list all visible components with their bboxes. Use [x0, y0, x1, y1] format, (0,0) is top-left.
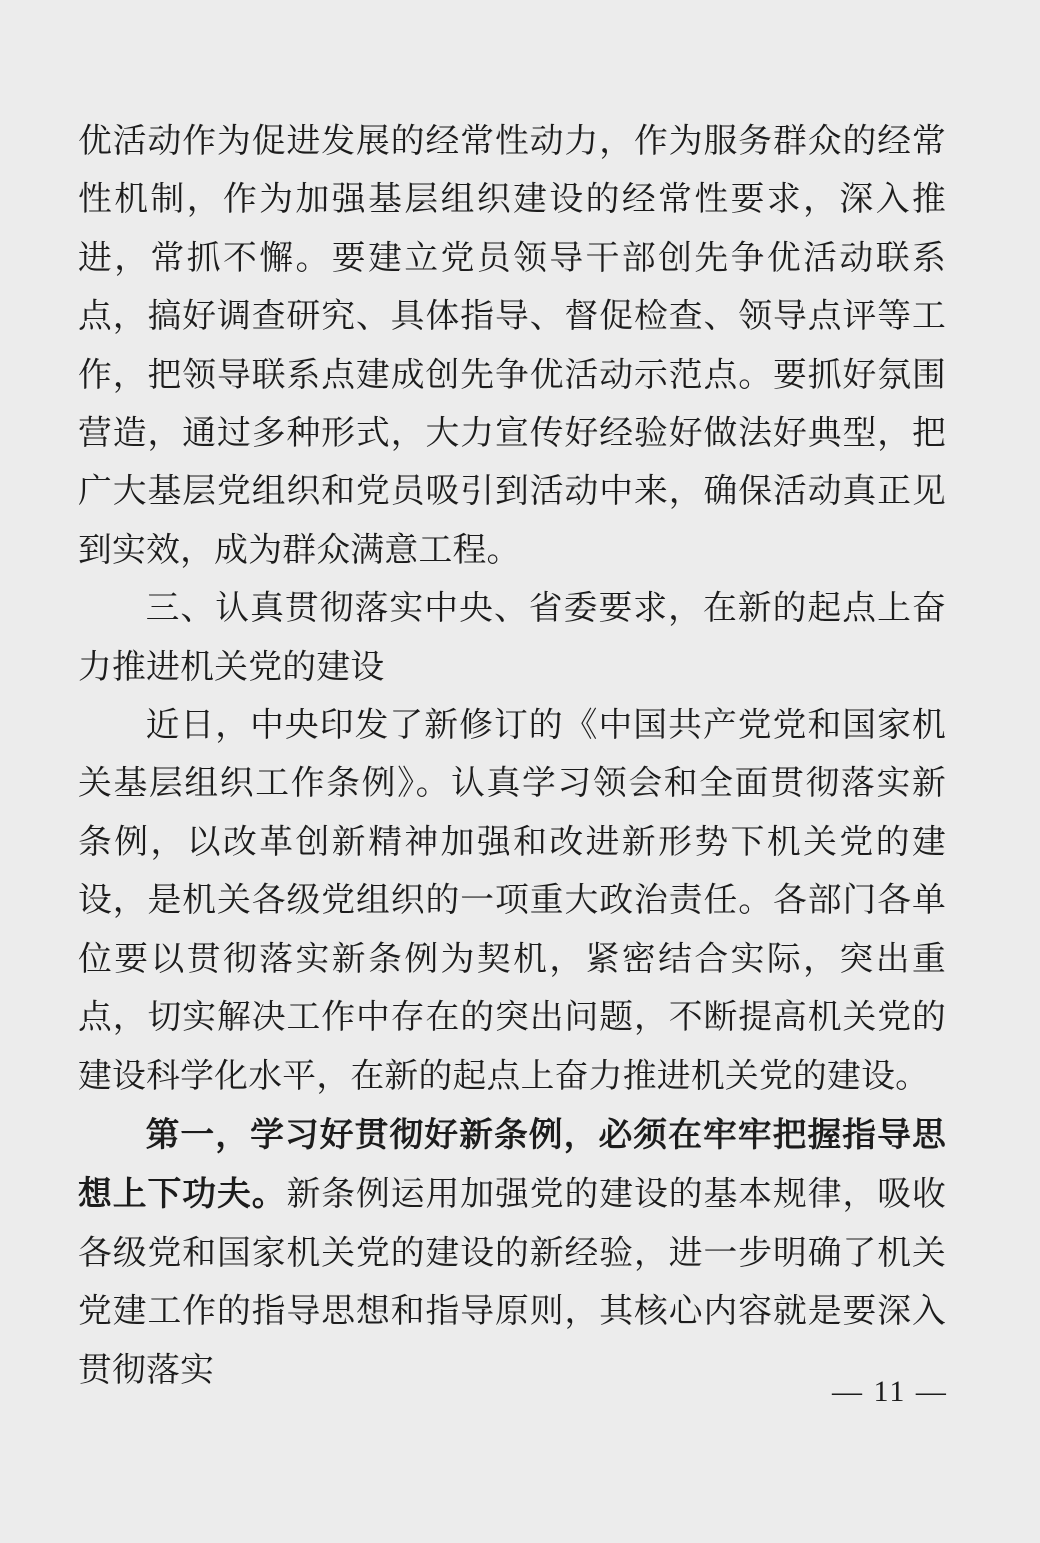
paragraph-first-point — [78, 1105, 946, 1399]
section-heading: 三、认真贯彻落实中央、省委要求，在新的起点上奋力推进机关党的建设 — [78, 588, 946, 686]
page-number: — 11 — — [832, 1375, 948, 1408]
paragraph-continuation: 优活动作为促进发展的经常性动力，作为服务群众的经常性机制，作为加强基层组织建设的经常性要求，深入推进，常抓不懈。要建立党员领导干部创先争优活动联系点，搞好调查研究、具体指导、督促检查、领导点评等工作，把领导联系点建成创先争优活动示范点。要抓好氛围营造，通过多种形式，大力宣传好经验好做法好典型，把广大基层党组织和党员吸引到活动中来，确保活动真正见到实效，成为群众满意工程。 — [78, 121, 946, 569]
first-point-body: 新条例运用加强党的建设的基本规律，吸收各级党和国家机关党的建设的新经验，进一步明确了机关党建工作的指导思想和指导原则，其核心内容就是要深入贯彻落实 — [78, 1174, 947, 1389]
body-text — [78, 112, 946, 1399]
first-point-lead: 第一，学习好贯彻好新条例，必须在牢牢把握指导思想上下功夫。 — [78, 1113, 946, 1214]
paragraph-regulation: 近日，中央印发了新修订的《中国共产党党和国家机关基层组织工作条例》。认真学习领会和全面贯彻落实新条例，以改革创新精神加强和改进新形势下机关党的建设，是机关各级党组织的一项重大政治责任。各部门各单位要以贯彻落实新条例为契机，紧密结合实际，突出重点，切实解决工作中存在的突出问题，不断提高机关党的建设科学化水平，在新的起点上奋力推进机关党的建设。 — [78, 705, 946, 1095]
